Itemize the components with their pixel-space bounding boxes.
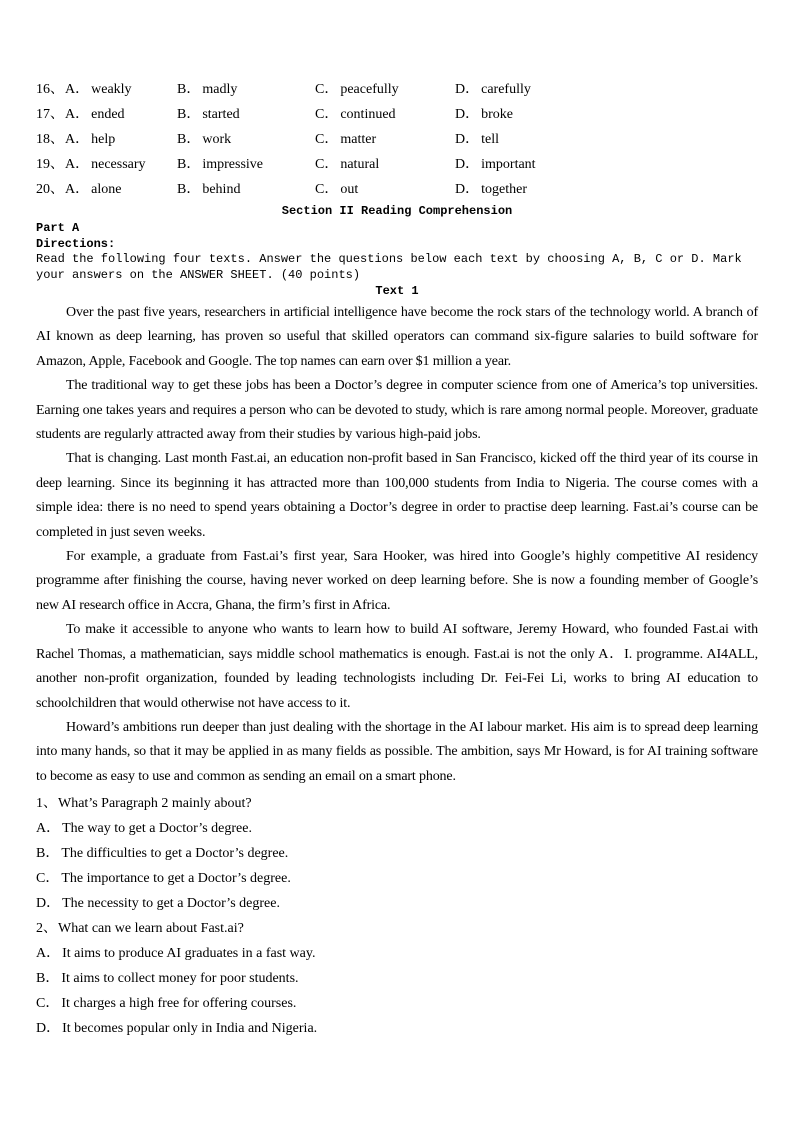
passage-paragraph-4: For example, a graduate from Fast.ai’s first year, Sara Hooker, was hired into Google’s highly competitive AI residency programme after finishing the course, having never worked on deep learning before. She is now a founding member of Google’s new AI research office in Accra, Ghana, the firm’s first in Africa. [36,549,758,613]
option-text: The way to get a Doctor’s degree. [62,821,252,837]
cloze-option [315,177,455,202]
question-2-option-d [36,1016,758,1041]
cloze-option [455,152,758,177]
question-stem [36,791,758,816]
cloze-option [315,102,455,127]
question-2 [36,916,758,1041]
cloze-option [36,127,177,152]
option-letter: D． [36,896,61,912]
option-text: matter [340,132,377,147]
option-letter: C． [315,107,339,122]
option-text: tell [481,132,500,147]
cloze-row-16 [36,77,758,102]
question-1 [36,791,758,916]
option-text: The difficulties to get a Doctor’s degree. [61,846,289,862]
question-stem-text: What’s Paragraph 2 mainly about? [58,796,252,812]
option-letter: D． [455,107,480,122]
option-text: It charges a high free for offering courses. [61,996,297,1012]
option-letter: C． [315,157,339,172]
part-a-label: Part A [36,221,80,235]
question-2-option-b [36,966,758,991]
cloze-row-19 [36,152,758,177]
question-number: 18、 [36,132,64,147]
question-number: 19、 [36,157,64,172]
option-letter: A． [65,107,90,122]
passage-paragraph-6: Howard’s ambitions run deeper than just dealing with the shortage in the AI labour market. His aim is to spread deep learning into many hands, so that it may be applied in as many fields as possible. The ambition, says Mr Howard, is for AI training software to become as easy to use and common as sending an email on a smart phone. [36,719,758,784]
option-letter: D． [36,1021,61,1037]
cloze-row-18 [36,127,758,152]
option-letter: C． [36,871,60,887]
passage-paragraph-3: That is changing. Last month Fast.ai, an education non-profit based in San Francisco, kicked off the third year of its course in deep learning. Since its beginning it has attracted more than 100,000 students from India to Nigeria. The course comes with a simple idea: there is no need to spend years obtaining a Doctor’s degree in order to practise deep learning. Fast.ai’s course can be completed in just seven weeks. [36,451,758,540]
cloze-row-20 [36,177,758,202]
option-letter: D． [455,157,480,172]
option-text: natural [340,157,380,172]
question-1-option-b [36,841,758,866]
question-stem [36,916,758,941]
option-text: work [202,132,232,147]
cloze-option [455,77,758,102]
cloze-option [177,127,315,152]
option-letter: A． [36,946,61,962]
option-letter: A． [65,157,90,172]
option-text: necessary [91,157,146,172]
option-text: alone [91,182,122,197]
section-title: Section II Reading Comprehension [281,204,513,218]
option-text: help [91,132,116,147]
question-stem-text: What can we learn about Fast.ai? [58,921,244,937]
cloze-option [455,102,758,127]
cloze-row-17 [36,102,758,127]
question-number: 1、 [36,796,57,812]
directions-label: Directions: [36,237,116,251]
option-letter: A． [65,182,90,197]
option-text: It becomes popular only in India and Nigeria. [62,1021,318,1037]
cloze-option [36,77,177,102]
cloze-option [455,177,758,202]
question-number: 20、 [36,182,64,197]
question-1-option-c [36,866,758,891]
option-letter: C． [36,996,60,1012]
option-letter: C． [315,132,339,147]
option-letter: B． [177,132,201,147]
passage-paragraph-1: Over the past five years, researchers in artificial intelligence have become the rock stars of the technology world. A branch of AI known as deep learning, has proven so useful that skilled operators can command six-figure salaries to build software for Amazon, Apple, Facebook and Google. The top names can earn over $1 million a year. [36,305,758,369]
option-letter: B． [177,82,201,97]
cloze-option [177,152,315,177]
option-letter: B． [177,182,201,197]
option-text: important [481,157,536,172]
comprehension-questions [36,791,758,1041]
option-letter: C． [315,182,339,197]
question-number: 2、 [36,921,57,937]
option-text: The importance to get a Doctor’s degree. [61,871,291,887]
option-text: weakly [91,82,132,97]
cloze-option [177,77,315,102]
cloze-option [36,102,177,127]
directions-text: Read the following four texts. Answer the questions below each text by choosing A, B, C or D. Mark your answers on the ANSWER SHEET. (40 points) [36,252,742,282]
option-text: started [202,107,240,122]
cloze-option [315,77,455,102]
cloze-option [177,177,315,202]
question-number: 17、 [36,107,64,122]
option-letter: B． [36,971,60,987]
option-text: ended [91,107,125,122]
option-letter: B． [36,846,60,862]
option-text: carefully [481,82,531,97]
option-text: broke [481,107,514,122]
option-text: madly [202,82,238,97]
option-text: It aims to produce AI graduates in a fast way. [62,946,316,962]
option-letter: C． [315,82,339,97]
option-text: continued [340,107,396,122]
option-letter: D． [455,132,480,147]
option-letter: B． [177,157,201,172]
option-text: It aims to collect money for poor students. [61,971,299,987]
question-1-option-d [36,891,758,916]
option-letter: B． [177,107,201,122]
option-text: together [481,182,527,197]
question-1-option-a [36,816,758,841]
reading-passage [36,301,758,789]
text-1-heading: Text 1 [375,284,419,298]
question-number: 16、 [36,82,64,97]
option-text: The necessity to get a Doctor’s degree. [62,896,280,912]
question-2-option-c [36,991,758,1016]
question-2-option-a [36,941,758,966]
option-text: impressive [202,157,263,172]
option-letter: A． [65,82,90,97]
cloze-option [455,127,758,152]
option-letter: A． [36,821,61,837]
cloze-option [315,127,455,152]
option-letter: D． [455,182,480,197]
cloze-options-section [36,77,758,202]
passage-paragraph-5: To make it accessible to anyone who wants to learn how to build AI software, Jeremy Howard, who founded Fast.ai with Rachel Thomas, a mathematician, says middle school mathematics is enough. Fast.ai is not the only A．I. programme. AI4ALL, another non-profit organization, founded by leading technologists including Dr. Fei-Fei Li, works to bring AI education to schoolchildren that would otherwise not have access to it. [36,622,758,711]
cloze-option [36,152,177,177]
option-letter: D． [455,82,480,97]
option-text: peacefully [340,82,399,97]
cloze-option [315,152,455,177]
cloze-option [177,102,315,127]
option-text: behind [202,182,241,197]
passage-paragraph-2: The traditional way to get these jobs has been a Doctor’s degree in computer science from one of America’s top universities. Earning one takes years and requires a person who can be devoted to study, which is rare among normal people. Moreover, graduate students are regularly attracted away from their studies by various high-paid jobs. [36,378,758,443]
option-letter: A． [65,132,90,147]
option-text: out [340,182,359,197]
cloze-option [36,177,177,202]
